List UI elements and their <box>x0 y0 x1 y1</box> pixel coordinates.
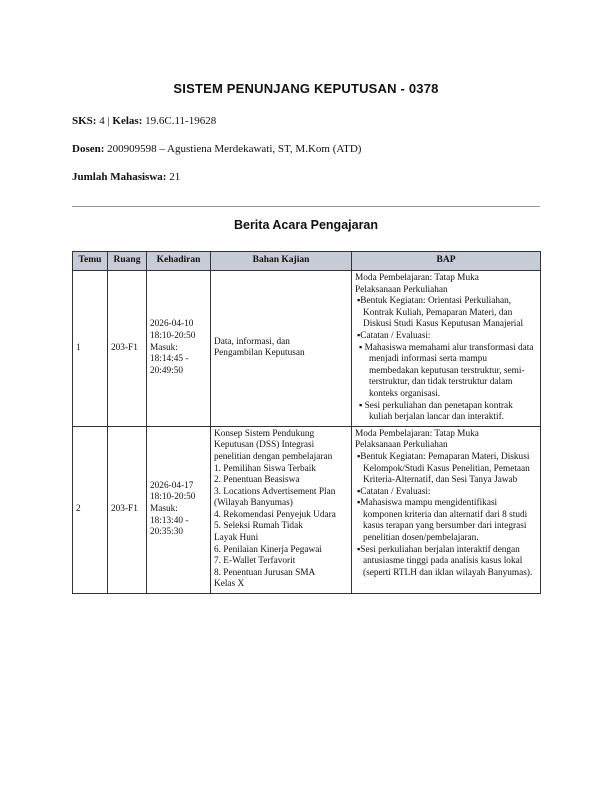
bap-cell <box>352 271 541 427</box>
bap-cell <box>352 426 541 593</box>
bap-catatan-item: ▪Catatan / Evaluasi: <box>357 330 431 341</box>
dosen-value: 200909598 – Agustiena Merdekawati, ST, M.Kom (ATD) <box>107 143 362 155</box>
table-row <box>73 271 541 427</box>
bap-evaluasi-text: Sesi perkuliahan dan penetapan kontrak kuliah berjalan lancar dan interaktif. <box>364 400 513 423</box>
kehadiran-masuk-label: Masuk: <box>150 342 178 353</box>
temu-cell: 2 <box>73 426 108 593</box>
bap-evaluasi-text: Mahasiswa memahami alur transformasi data menjadi informasi serta mampu membedakan keputusan terstruktur, semi-terstruktur, dan tidak terstruktur dalam konteks organisasi. <box>364 342 534 399</box>
kelas-label: Kelas: <box>112 115 143 127</box>
kehadiran-in-time: 18:14:45 - <box>150 354 189 365</box>
header-bap: BAP <box>352 252 541 271</box>
dosen-line <box>72 143 361 155</box>
bap-evaluasi-text: Mahasiswa mampu mengidentifikasi komponen kriteria dan alternatif dari 8 studi kasus terapan yang bersumber dari integrasi penelitian dosen/pembelajaran. <box>360 498 528 544</box>
bahan-kajian-item: 6. Penilaian Kinerja Pegawai <box>214 544 322 555</box>
bahan-kajian-item: 3. Locations Advertisement Plan (Wilayah Banyumas) <box>214 486 336 509</box>
bap-moda: Moda Pembelajaran: Tatap Muka <box>355 273 479 283</box>
kehadiran-cell <box>147 271 211 427</box>
bap-catatan-item: ▪Catatan / Evaluasi: <box>357 486 431 497</box>
section-title: Berita Acara Pengajaran <box>233 218 379 232</box>
header-temu: Temu <box>73 252 108 271</box>
jumlah-label: Jumlah Mahasiswa: <box>72 171 167 183</box>
bahan-kajian-item: 4. Rekomendasi Penyejuk Udara <box>214 509 336 520</box>
kehadiran-out-time: 20:35:30 <box>150 527 184 538</box>
bahan-kajian-item: 7. E-Wallet Terfavorit <box>214 556 296 567</box>
kehadiran-date: 2026-04-10 <box>150 319 194 330</box>
kehadiran-out-time: 20:49:50 <box>150 365 184 376</box>
bap-bentuk-item: ▪Bentuk Kegiatan: Pemaparan Materi, Diskusi Kelompok/Studi Kasus Penelitian, Pemetaan Kriteria-Alternatif, dan Sesi Tanya Jawab <box>357 451 530 486</box>
bahan-kajian-intro: Konsep Sistem Pendukung Keputusan (DSS) Integrasi penelitian dengan pembelajaran <box>214 428 333 462</box>
bap-evaluasi-point: ▪Mahasiswa mampu mengidentifikasi komponen kriteria dan alternatif dari 8 studi kasus terapan yang bersumber dari integrasi penelitian dosen/pembelajaran. <box>357 498 528 544</box>
bap-pelaksanaan: Pelaksanaan Perkuliahan <box>355 440 448 451</box>
bap-evaluasi-text: Sesi perkuliahan berjalan interaktif dengan antusiasme tinggi pada analisis kasus lokal (seperti RTLH dan iklan wilayah Banyumas). <box>360 544 533 578</box>
bap-catatan-label: Catatan / Evaluasi: <box>360 486 431 497</box>
bahan-kajian-item: 1. Pemilihan Siswa Terbaik <box>214 463 316 474</box>
bap-moda: Moda Pembelajaran: Tatap Muka <box>355 428 479 439</box>
bahan-kajian-item: 5. Seleksi Rumah Tidak Layak Huni <box>214 521 303 544</box>
bap-table <box>72 251 541 594</box>
ruang-cell: 203-F1 <box>108 271 147 427</box>
table-row <box>73 426 541 593</box>
header-kehadiran: Kehadiran <box>147 252 211 271</box>
header-ruang: Ruang <box>108 252 147 271</box>
course-title: SISTEM PENUNJANG KEPUTUSAN - 0378 <box>173 81 439 96</box>
kehadiran-date: 2026-04-17 <box>150 480 194 491</box>
kehadiran-in-time: 18:13:40 - <box>150 515 189 526</box>
kehadiran-masuk-label: Masuk: <box>150 504 178 515</box>
kehadiran-cell <box>147 426 211 593</box>
bap-bentuk-text: Bentuk Kegiatan: Pemaparan Materi, Diskusi Kelompok/Studi Kasus Penelitian, Pemetaan Kriteria-Alternatif, dan Sesi Tanya Jawab <box>360 451 530 486</box>
bahan-kajian-item: 8. Penentuan Jurusan SMA Kelas X <box>214 567 315 590</box>
bap-evaluasi-point: ▪ Sesi perkuliahan dan penetapan kontrak kuliah berjalan lancar dan interaktif. <box>359 400 513 423</box>
sks-kelas-line: SKS: 4 | Kelas: 19.6C.11-19628 <box>72 115 217 127</box>
bap-catatan-label: Catatan / Evaluasi: <box>360 330 431 341</box>
bap-bentuk-item: ▪Bentuk Kegiatan: Orientasi Perkuliahan, Kontrak Kuliah, Pemaparan Materi, dan Diskusi Studi Kasus Keputusan Manajerial <box>357 296 524 330</box>
jumlah-value: 21 <box>169 171 181 183</box>
sks-value: 4 <box>99 115 105 127</box>
bahan-kajian-item: 2. Penentuan Beasiswa <box>214 475 300 486</box>
temu-cell: 1 <box>73 271 108 427</box>
kehadiran-schedule: 18:10-20:50 <box>150 330 196 341</box>
bahan-kajian-cell <box>211 426 352 593</box>
jumlah-mahasiswa-line <box>72 171 180 183</box>
header-bahan-kajian: Bahan Kajian <box>211 252 352 271</box>
bahan-kajian-cell <box>211 271 352 427</box>
bap-pelaksanaan: Pelaksanaan Perkuliahan <box>355 284 448 295</box>
bahan-kajian-text: Data, informasi, dan Pengambilan Keputusan <box>214 336 305 359</box>
kehadiran-schedule: 18:10-20:50 <box>150 492 196 503</box>
kelas-value: 19.6C.11-19628 <box>145 115 217 127</box>
ruang-cell: 203-F1 <box>108 426 147 593</box>
bap-evaluasi-point: ▪ Mahasiswa memahami alur transformasi data menjadi informasi serta mampu membedakan keputusan terstruktur, semi-terstruktur, dan tidak terstruktur dalam konteks organisasi. <box>359 342 534 399</box>
bap-evaluasi-point: ▪Sesi perkuliahan berjalan interaktif dengan antusiasme tinggi pada analisis kasus lokal (seperti RTLH dan iklan wilayah Banyumas). <box>357 544 533 578</box>
sks-label: SKS: <box>72 115 97 127</box>
dosen-label: Dosen: <box>72 143 105 155</box>
table-header-row <box>73 252 541 271</box>
bap-bentuk-text: Bentuk Kegiatan: Orientasi Perkuliahan, Kontrak Kuliah, Pemaparan Materi, dan Diskusi Studi Kasus Keputusan Manajerial <box>360 296 524 330</box>
horizontal-divider <box>72 206 540 207</box>
